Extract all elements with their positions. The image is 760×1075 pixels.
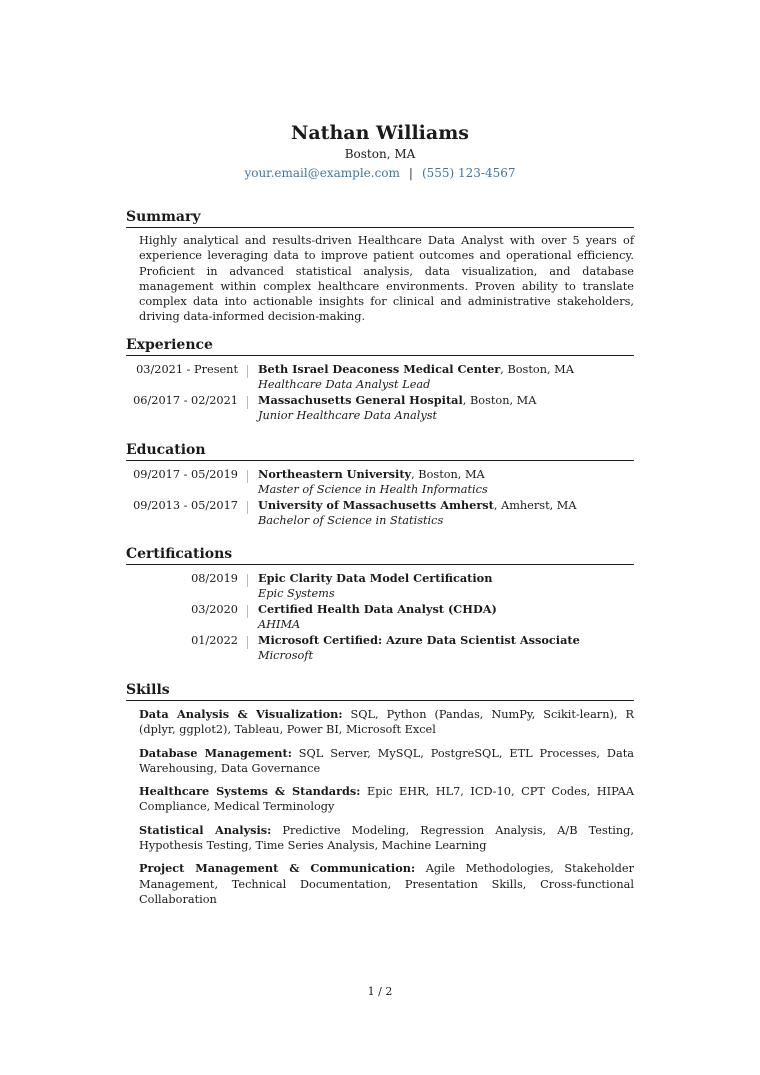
- certification-issuer: Epic Systems: [258, 587, 335, 600]
- contact-separator: |: [408, 166, 413, 180]
- entry-date: 06/2017 - 02/2021: [133, 394, 238, 407]
- entry-organization: Beth Israel Deaconess Medical Center: [258, 362, 501, 376]
- skill-category: Data Analysis & Visualization:: [139, 707, 343, 721]
- certification-entry: [126, 571, 634, 602]
- contact-line: [0, 164, 760, 182]
- skills-section: [126, 681, 634, 915]
- certification-issuer: AHIMA: [258, 618, 301, 631]
- entry-date: 03/2020: [191, 603, 238, 616]
- date-divider: [247, 636, 248, 649]
- certification-name: Microsoft Certified: Azure Data Scientist Associate: [258, 633, 580, 647]
- date-divider: [247, 574, 248, 587]
- candidate-name: Nathan Williams: [291, 122, 469, 144]
- certification-entry: [126, 633, 634, 664]
- entry-degree: Bachelor of Science in Statistics: [258, 514, 444, 527]
- skill-item: [139, 746, 634, 777]
- skill-item: [139, 823, 634, 854]
- entry-date: 03/2021 - Present: [136, 363, 238, 376]
- certifications-heading: Certifications: [126, 545, 634, 565]
- date-divider: [247, 605, 248, 618]
- entry-organization: University of Massachusetts Amherst: [258, 498, 494, 512]
- entry-date: 09/2013 - 05/2017: [133, 499, 238, 512]
- email-link[interactable]: your.email@example.com: [244, 166, 400, 180]
- entry-place: , Amherst, MA: [493, 499, 577, 512]
- entry-organization: Massachusetts General Hospital: [258, 393, 463, 407]
- entry-place: , Boston, MA: [500, 363, 574, 376]
- entry-role: Junior Healthcare Data Analyst: [258, 409, 438, 422]
- skill-list: SQL, Python (Pandas, NumPy, Scikit-learn), R (dplyr, ggplot2), Tableau, Power BI, Microsoft Excel: [139, 708, 634, 737]
- skill-item: [139, 861, 634, 907]
- date-divider: [247, 396, 248, 409]
- date-divider: [247, 470, 248, 483]
- entry-place: , Boston, MA: [462, 394, 537, 407]
- candidate-location: Boston, MA: [344, 147, 416, 161]
- entry-role: Healthcare Data Analyst Lead: [258, 378, 431, 391]
- skill-list: Epic EHR, HL7, ICD-10, CPT Codes, HIPAA Compliance, Medical Terminology: [139, 785, 634, 814]
- page-number: 1 / 2: [367, 985, 393, 998]
- skill-category: Project Management & Communication:: [139, 861, 416, 876]
- experience-heading: Experience: [126, 336, 634, 356]
- education-heading: Education: [126, 441, 634, 461]
- skills-heading: Skills: [126, 681, 634, 701]
- entry-organization: Northeastern University: [258, 467, 412, 481]
- skill-category: Statistical Analysis:: [139, 822, 272, 837]
- certification-issuer: Microsoft: [258, 649, 314, 662]
- summary-text: Highly analytical and results-driven Healthcare Data Analyst with over 5 years of experience leveraging data to improve patient outcomes and operational efficiency. Proficient in advanced statistical analysis, data visualization, and database management within complex healthcare environments. Proven ability to translate complex data into actionable insights for clinical and administrative stakeholders, driving data-informed decision-making.: [139, 234, 634, 324]
- skill-list: Agile Methodologies, Stakeholder Management, Technical Documentation, Presentation Skills, Cross-functional Collaboration: [139, 862, 634, 906]
- certification-entry: [126, 602, 634, 633]
- skill-item: [139, 707, 634, 738]
- skill-list: Predictive Modeling, Regression Analysis, A/B Testing, Hypothesis Testing, Time Series Analysis, Machine Learning: [139, 823, 634, 853]
- entry-date: 01/2022: [191, 634, 238, 647]
- skill-list: SQL Server, MySQL, PostgreSQL, ETL Processes, Data Warehousing, Data Governance: [139, 746, 634, 775]
- certification-name: Epic Clarity Data Model Certification: [258, 571, 493, 585]
- experience-entry: [126, 393, 634, 424]
- entry-date: 09/2017 - 05/2019: [133, 468, 238, 481]
- date-divider: [247, 365, 248, 378]
- entry-date: 08/2019: [191, 572, 238, 585]
- education-section: [126, 441, 634, 529]
- education-entry: [126, 498, 634, 529]
- phone-link[interactable]: (555) 123-4567: [421, 166, 516, 180]
- skill-item: [139, 784, 634, 815]
- entry-degree: Master of Science in Health Informatics: [258, 483, 488, 496]
- resume-header: [0, 121, 760, 182]
- certification-name: Certified Health Data Analyst (CHDA): [258, 602, 497, 616]
- experience-section: [126, 336, 634, 424]
- summary-section: [126, 208, 634, 325]
- experience-entry: [126, 362, 634, 393]
- education-entry: [126, 467, 634, 498]
- date-divider: [247, 501, 248, 514]
- skill-category: Database Management:: [139, 745, 292, 760]
- certifications-section: [126, 545, 634, 664]
- skill-category: Healthcare Systems & Standards:: [139, 784, 361, 799]
- summary-heading: Summary: [126, 208, 634, 228]
- entry-place: , Boston, MA: [411, 468, 485, 481]
